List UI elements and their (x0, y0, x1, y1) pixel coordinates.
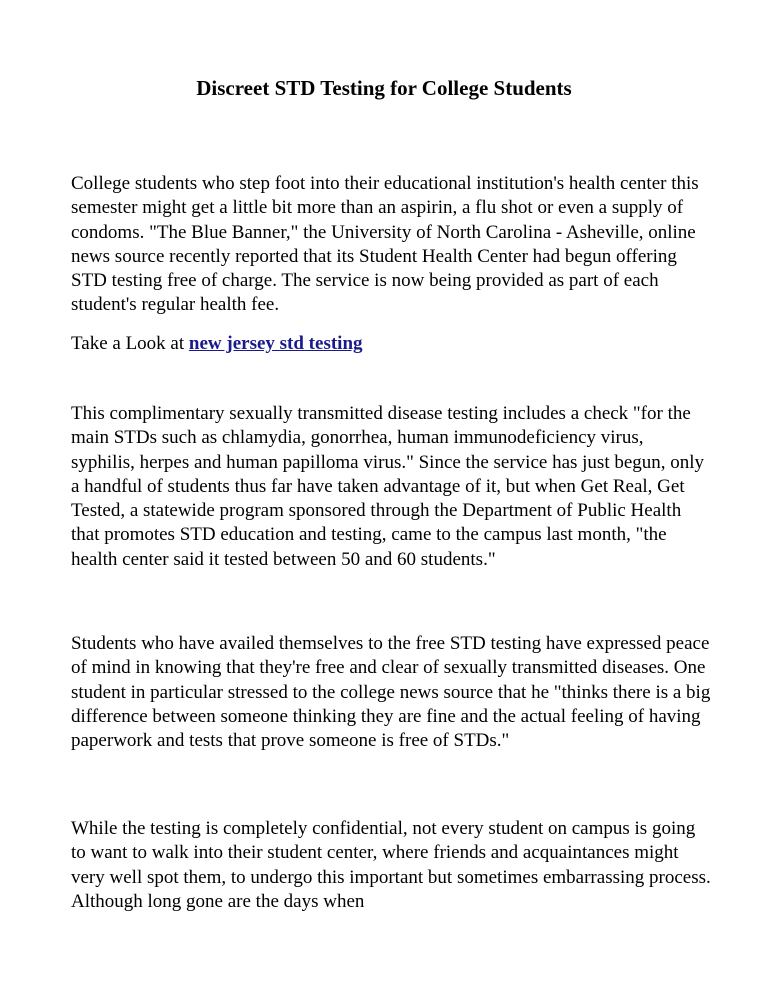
take-a-look-text: Take a Look at (71, 333, 189, 354)
paragraph-student-experience: Students who have availed themselves to the free STD testing have expressed peace of mind in knowing that they're free and clear of sexually transmitted diseases. One student in particular stressed to the college news source that he "thinks there is a big difference between someone thinking they are fine and the actual feeling of having paperwork and tests that prove someone is free of STDs." (71, 633, 711, 752)
paragraph-intro: College students who step foot into their educational institution's health center this semester might get a little bit more than an aspirin, a flu shot or even a supply of condoms. "The Blue Banner," the University of North Carolina - Asheville, online news source recently reported that its Student Health Center had begun offering STD testing free of charge. The service is now being provided as part of each student's regular health fee. (71, 173, 699, 316)
paragraph-confidentiality: While the testing is completely confidential, not every student on campus is going to want to walk into their student center, where friends and acquaintances might very well spot them, to undergo this important but sometimes embarrassing process. Although long gone are the days when (71, 818, 711, 912)
document-title: Discreet STD Testing for College Students (196, 76, 572, 100)
new-jersey-std-testing-link[interactable]: new jersey std testing (188, 333, 363, 354)
paragraph-testing-details: This complimentary sexually transmitted disease testing includes a check "for the main STDs such as chlamydia, gonorrhea, human immunodeficiency virus, syphilis, herpes and human papilloma virus." Since the service has just begun, only a handful of students thus far have taken advantage of it, but when Get Real, Get Tested, a statewide program sponsored through the Department of Public Health that promotes STD education and testing, came to the campus last month, "the health center said it tested between 50 and 60 students." (71, 403, 705, 570)
paragraph-take-a-look (71, 332, 711, 356)
